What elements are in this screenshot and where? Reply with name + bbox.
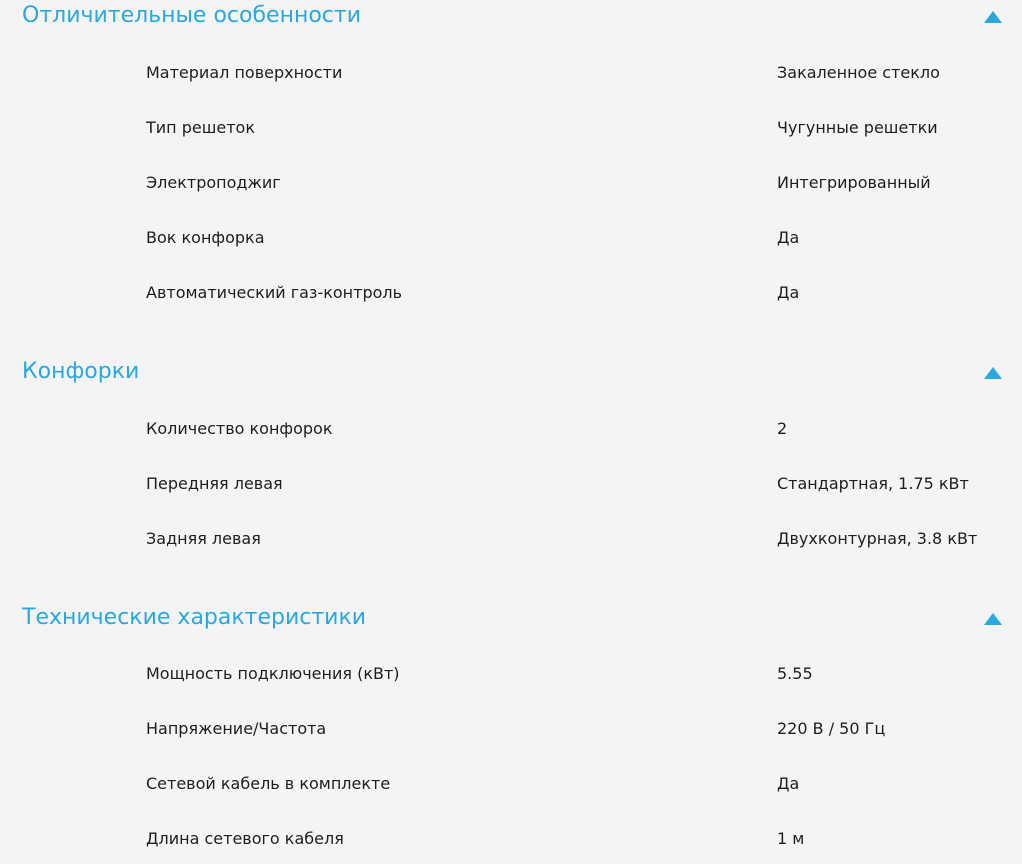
spec-label: Напряжение/Частота (146, 719, 327, 738)
spec-row (0, 414, 1022, 444)
spec-value: Закаленное стекло (777, 63, 940, 82)
section-title: Конфорки (22, 359, 140, 384)
spec-label: Электроподжиг (146, 173, 281, 192)
spec-value: Двухконтурная, 3.8 кВт (777, 529, 978, 548)
spec-row (0, 524, 1022, 554)
spec-row (0, 824, 1022, 854)
section-title: Технические характеристики (22, 605, 367, 630)
spec-label: Задняя левая (146, 529, 261, 548)
spec-row (0, 469, 1022, 499)
section-technical-header[interactable] (0, 602, 1022, 642)
spec-row (0, 223, 1022, 253)
triangle-up-icon[interactable] (984, 613, 1002, 625)
spec-value: Стандартная, 1.75 кВт (777, 474, 969, 493)
spec-label: Передняя левая (146, 474, 283, 493)
spec-label: Мощность подключения (кВт) (146, 664, 400, 683)
spec-value: 2 (777, 419, 788, 438)
spec-row (0, 714, 1022, 744)
spec-row (0, 58, 1022, 88)
spec-value: 1 м (777, 829, 805, 848)
spec-value: Интегрированный (777, 173, 931, 192)
spec-value: Да (777, 774, 800, 793)
spec-row (0, 659, 1022, 689)
section-burners (0, 356, 1022, 548)
section-technical (0, 602, 1022, 848)
spec-label: Длина сетевого кабеля (146, 829, 344, 848)
triangle-up-icon[interactable] (984, 11, 1002, 23)
spec-value: Чугунные решетки (777, 118, 938, 137)
section-features-header[interactable] (0, 0, 1022, 40)
spec-label: Количество конфорок (146, 419, 333, 438)
section-title: Отличительные особенности (22, 3, 362, 28)
spec-value: 5.55 (777, 664, 813, 683)
spec-value: 220 В / 50 Гц (777, 719, 886, 738)
spec-row (0, 113, 1022, 143)
spec-label: Сетевой кабель в комплекте (146, 774, 391, 793)
triangle-up-icon[interactable] (984, 367, 1002, 379)
section-features (0, 0, 1022, 302)
spec-label: Материал поверхности (146, 63, 343, 82)
section-burners-header[interactable] (0, 356, 1022, 396)
spec-value: Да (777, 283, 800, 302)
spec-label: Тип решеток (146, 118, 255, 137)
spec-row (0, 769, 1022, 799)
spec-label: Автоматический газ-контроль (146, 283, 403, 302)
spec-value: Да (777, 228, 800, 247)
spec-row (0, 168, 1022, 198)
spec-label: Вок конфорка (146, 228, 265, 247)
spec-row (0, 278, 1022, 308)
